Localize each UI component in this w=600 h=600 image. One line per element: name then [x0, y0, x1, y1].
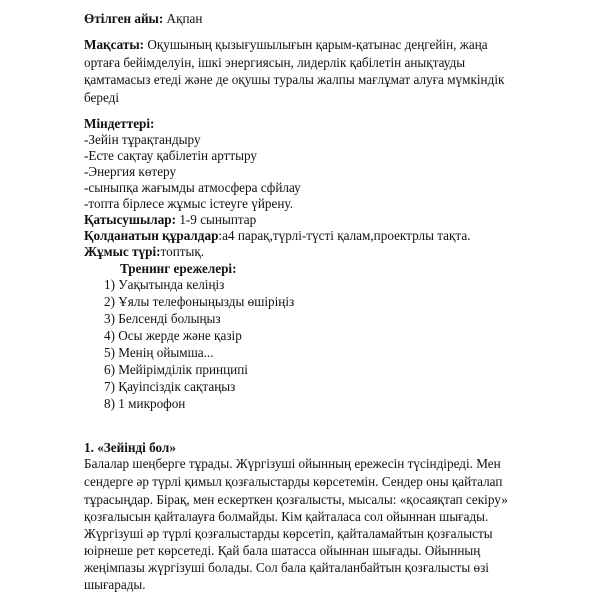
goal-line-2: ортаға бейімделуін, ішкі энергиясын, лидерлік қабілетін анықтауды	[84, 55, 466, 70]
task-item: -Зейін тұрақтандыру	[84, 132, 201, 147]
goal-text-1: Оқушының қызығушылығын қарым-қатынас деңгейін, жаңа	[147, 37, 488, 52]
tools-value: :а4 парақ,түрлі-түсті қалам,проектрлы тақта.	[218, 228, 471, 243]
rule-item: 1) Уақытында келіңіз	[104, 277, 225, 292]
task-item: -Есте сақтау қабілетін арттыру	[84, 148, 258, 163]
task-item: -сыныпқа жағымды атмосфера сфйлау	[84, 180, 301, 195]
rule-item: 4) Осы жерде және қазір	[104, 328, 242, 343]
work-type-line	[84, 244, 204, 260]
section-1-line: тұрасыңдар. Бірақ, мен ескерткен қозғалысты, мысалы: «қосаяқтап секіру»	[84, 492, 508, 507]
goal-line-3: қамтамасыз етеді және де оқушы туралы жалпы мағлұмат алуға мүмкіндік	[84, 72, 505, 87]
tasks-label: Міндеттері:	[84, 116, 155, 131]
section-1-line: жеңімпазы жүргізуші болады. Сол бала қайталанбайтын қозғалысты өзі	[84, 560, 489, 575]
month-label: Өтілген айы:	[84, 11, 164, 26]
section-1-line: Жүргізуші әр түрлі қозғалыстарды көрсетіп, қайталамайтын қозғалысты	[84, 526, 493, 541]
task-item: -Энергия көтеру	[84, 164, 177, 179]
rule-item: 3) Белсенді болыңыз	[104, 311, 221, 326]
month-value: Ақпан	[166, 11, 203, 26]
rule-item: 5) Менің ойымша...	[104, 345, 214, 360]
rule-item: 7) Қауіпсіздік сақтаңыз	[104, 379, 236, 394]
task-item: -топта бірлесе жұмыс істеуге үйрену.	[84, 196, 293, 211]
section-1-line: шығарады.	[84, 577, 146, 592]
participants-value: 1-9 сыныптар	[179, 212, 257, 227]
rule-item: 6) Мейірімділік принципі	[104, 362, 248, 377]
rule-item: 8) 1 микрофон	[104, 396, 186, 411]
participants-label: Қатысушылар:	[84, 212, 177, 227]
section-1-title: 1. «Зейінді бол»	[84, 440, 176, 455]
tools-label: Қолданатын құралдар	[84, 228, 219, 243]
section-1-line: сендерге әр түрлі қимыл қозғалыстарды көрсетемін. Сендер оны қайталап	[84, 474, 503, 489]
month-line	[84, 11, 202, 27]
participants-line	[84, 212, 256, 228]
section-1-line: қозғалысын қайталауға болмайды. Кім қайталаса сол ойыннан шығады.	[84, 509, 489, 524]
rule-item: 2) Ұялы телефоныңызды өшіріңіз	[104, 294, 295, 309]
rules-title: Тренинг ережелері:	[120, 261, 237, 276]
work-type-value: топтық.	[160, 244, 205, 259]
tools-line	[84, 228, 471, 244]
goal-line-4: береді	[84, 90, 120, 105]
section-1-line: Балалар шеңберге тұрады. Жүргізушi ойынның ережесін түсіндіреді. Мен	[84, 456, 501, 471]
goal-line-1	[84, 37, 488, 53]
work-type-label: Жұмыс түрі:	[84, 244, 161, 259]
goal-label: Мақсаты:	[84, 37, 145, 52]
section-1-line: юірнеше рет көрсетеді. Қай бала шатасса ойыннан шығады. Ойынның	[84, 543, 481, 558]
